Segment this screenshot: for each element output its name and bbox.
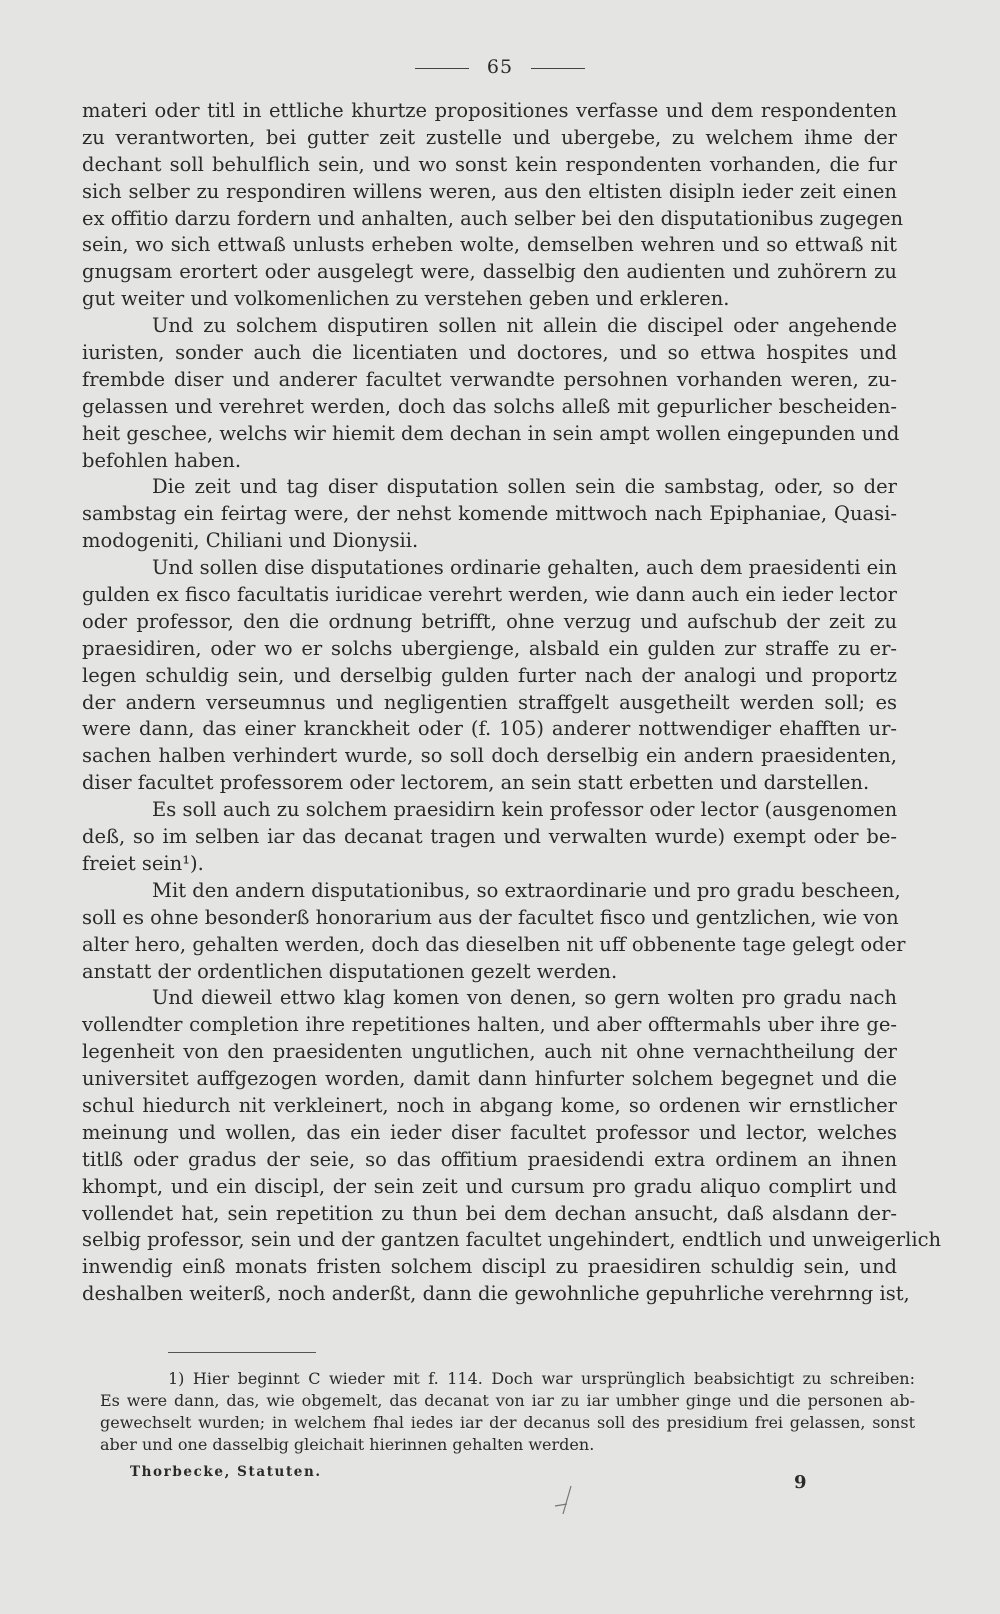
- header-rule-right: [531, 68, 585, 69]
- footnote-line: gewechselt wurden; in welchem fhal iedes iar der decanus soll des presidium frei gelassen, sonst: [100, 1413, 915, 1432]
- text-line: titlß oder gradus der seie, so das offitium praesidendi extra ordinem an ihnen: [82, 1147, 897, 1171]
- text-line: sich selber zu respondiren willens weren, aus den eltisten disipln ieder zeit einen: [82, 179, 897, 203]
- text-line: alter hero, gehalten werden, doch das dieselben nit uff obbenente tage gelegt oder: [82, 932, 906, 956]
- text-line: der andern verseumnus und negligentien straffgelt ausgetheilt werden soll; es: [82, 690, 897, 714]
- text-line: gulden ex fisco facultatis iuridicae verehrt werden, wie dann auch ein ieder lector: [82, 583, 897, 607]
- text-line: dechant soll behulflich sein, und wo sonst kein respondenten vorhanden, die fur: [82, 152, 897, 176]
- text-line: deß, so im selben iar das decanat tragen und verwalten wurde) exempt oder be-: [82, 825, 897, 849]
- text-line: sein, wo sich ettwaß unlusts erheben wolte, demselben wehren und so ettwaß nit: [82, 233, 897, 257]
- footnote-line: aber und one dasselbig gleichait hierinnen gehalten werden.: [100, 1435, 595, 1454]
- text-line: heit geschee, welchs wir hiemit dem dechan in sein ampt wollen eingepunden und: [82, 421, 900, 445]
- pencil-mark: [545, 1478, 585, 1518]
- footnote-line: 1) Hier beginnt C wieder mit f. 114. Doch war ursprünglich beabsichtigt zu schreiben:: [168, 1369, 915, 1388]
- text-line: Die zeit und tag diser disputation sollen sein die sambstag, oder, so der: [152, 475, 897, 499]
- body-text: [82, 98, 942, 1308]
- text-line: zu verantworten, bei gutter zeit zustelle und ubergebe, zu welchem ihme der: [82, 125, 897, 149]
- text-line: diser facultet professorem oder lectorem, an sein statt erbetten und darstellen.: [82, 771, 870, 795]
- text-line: freiet sein¹).: [82, 851, 204, 875]
- text-line: vollendet hat, sein repetition zu thun bei dem dechan ansucht, daß alsdann der-: [82, 1201, 897, 1225]
- text-line: were dann, das einer kranckheit oder (f. 105) anderer nottwendiger ehafften ur-: [82, 717, 897, 741]
- text-line: Und zu solchem disputiren sollen nit allein die discipel oder angehende: [152, 314, 897, 338]
- text-line: Es soll auch zu solchem praesidirn kein professor oder lector (ausgenomen: [152, 798, 898, 822]
- text-line: materi oder titl in ettliche khurtze propositiones verfasse und dem respondenten: [82, 99, 897, 122]
- text-line: inwendig einß monats fristen solchem discipl zu praesidiren schuldig sein, und: [82, 1255, 897, 1279]
- footnote-rule: [168, 1352, 316, 1353]
- page-header: [0, 56, 1000, 78]
- text-line: Mit den andern disputationibus, so extraordinarie und pro gradu bescheen,: [152, 878, 901, 902]
- footnote-line: Es were dann, das, wie obgemelt, das decanat von iar zu iar umbher ginge und die personen ab-: [100, 1391, 915, 1410]
- text-line: soll es ohne besonderß honorarium aus der facultet fisco und gentzlichen, wie von: [82, 905, 899, 929]
- text-line: selbig professor, sein und der gantzen facultet ungehindert, endtlich und unweigerlich: [82, 1228, 942, 1252]
- text-line: legenheit von den praesidenten ungutlichen, auch nit ohne vernachtheilung der: [82, 1040, 897, 1064]
- text-line: ex offitio darzu fordern und anhalten, auch selber bei den disputationibus zugegen: [82, 206, 904, 230]
- text-line: gut weiter und volkomenlichen zu verstehen geben und erkleren.: [82, 287, 730, 311]
- text-line: frembde diser und anderer facultet verwandte persohnen vorhanden weren, zu-: [82, 367, 897, 391]
- text-line: universitet auffgezogen worden, damit dann hinfurter solchem begegnet und die: [82, 1067, 897, 1091]
- text-line: gnugsam erortert oder ausgelegt were, dasselbig den audienten und zuhörern zu: [82, 260, 897, 284]
- text-line: iuristen, sonder auch die licentiaten und doctores, und so ettwa hospites und: [82, 341, 897, 365]
- publisher-line: Thorbecke, Statuten.: [130, 1464, 322, 1480]
- text-line: deshalben weiterß, noch anderßt, dann die gewohnliche gepuhrliche verehrnng ist,: [82, 1282, 910, 1306]
- text-line: meinung und wollen, das ein ieder diser facultet professor und lector, welches: [82, 1120, 897, 1144]
- text-line: legen schuldig sein, und derselbig gulden furter nach der analogi und proportz: [82, 663, 897, 687]
- text-line: schul hiedurch nit verkleinert, noch in abgang kome, so ordenen wir ernstlicher: [82, 1093, 897, 1117]
- text-line: vollendter completion ihre repetitiones halten, und aber offtermahls uber ihre ge-: [82, 1013, 897, 1037]
- text-line: Und sollen dise disputationes ordinarie gehalten, auch dem praesidenti ein: [152, 556, 898, 580]
- header-rule-left: [415, 68, 469, 69]
- text-line: sachen halben verhindert wurde, so soll doch derselbig ein andern praesidenten,: [82, 744, 897, 768]
- footnotes: [100, 1368, 915, 1456]
- text-line: oder professor, den die ordnung betrifft, ohne verzug und aufschub der zeit zu: [82, 609, 897, 633]
- text-line: praesidiren, oder wo er solchs ubergienge, alsbald ein gulden zur straffe zu er-: [82, 636, 897, 660]
- text-line: modogeniti, Chiliani und Dionysii.: [82, 529, 419, 553]
- text-line: sambstag ein feirtag were, der nehst komende mittwoch nach Epiphaniae, Quasi-: [82, 502, 897, 526]
- text-line: befohlen haben.: [82, 448, 242, 472]
- text-line: Und dieweil ettwo klag komen von denen, so gern wolten pro gradu nach: [152, 986, 897, 1010]
- text-line: gelassen und verehret werden, doch das solchs alleß mit gepurlicher bescheiden-: [82, 394, 897, 418]
- text-line: anstatt der ordentlichen disputationen gezelt werden.: [82, 959, 618, 983]
- page-number: 65: [486, 56, 514, 78]
- text-line: khompt, und ein discipl, der sein zeit und cursum pro gradu aliquo complirt und: [82, 1174, 897, 1198]
- signature-mark: 9: [794, 1472, 807, 1493]
